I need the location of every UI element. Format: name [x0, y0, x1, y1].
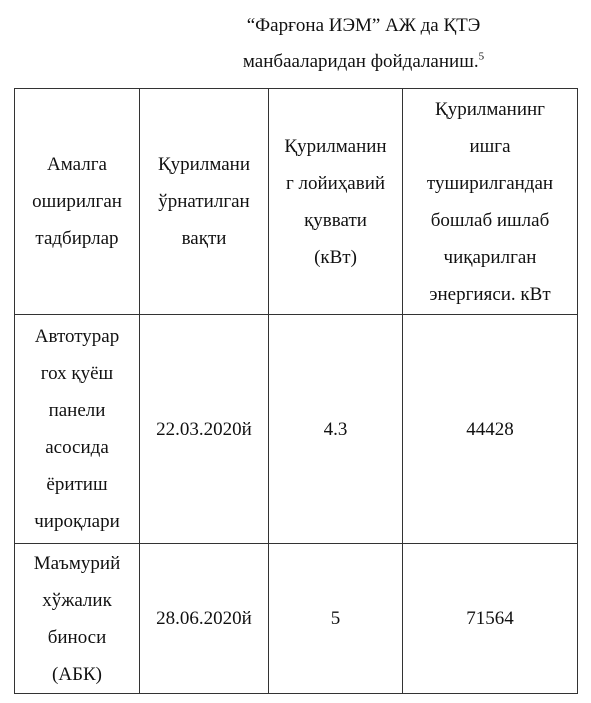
- event-text: панели: [48, 400, 106, 421]
- header-text: вақти: [181, 228, 227, 249]
- header-text: Амалга: [47, 154, 107, 175]
- header-text: Қурилмани: [158, 154, 250, 175]
- header-events: [15, 89, 140, 315]
- cell-event: [15, 315, 140, 544]
- header-energy-produced: [403, 89, 578, 315]
- event-text: (АБК): [52, 663, 102, 685]
- header-text: қуввати: [304, 209, 367, 231]
- cell-energy: 71564: [403, 544, 578, 694]
- event-text: гох қуёш: [40, 363, 114, 384]
- event-text: асосида: [45, 437, 109, 458]
- cell-capacity: 5: [269, 544, 403, 694]
- event-text: Автотурар: [34, 326, 120, 347]
- header-text: ишга: [469, 135, 511, 157]
- header-text: чиқарилган: [443, 246, 537, 268]
- cell-date: 28.06.2020й: [140, 544, 269, 694]
- table-row: [15, 544, 578, 694]
- header-text: Қурилманинг: [435, 98, 545, 120]
- header-text: тадбирлар: [35, 228, 119, 249]
- cell-date: 22.03.2020й: [140, 315, 269, 544]
- header-text: оширилган: [32, 191, 122, 212]
- table-row: [15, 315, 578, 544]
- event-text: Маъмурий: [33, 552, 121, 574]
- header-text: (кВт): [314, 246, 357, 268]
- data-table: [14, 88, 578, 694]
- footnote-mark: 5: [478, 50, 485, 63]
- cell-event: [15, 544, 140, 694]
- event-text: ёритиш: [46, 474, 108, 495]
- table-header-row: [15, 89, 578, 315]
- event-text: чироқлари: [34, 511, 120, 532]
- caption-line-1: “Фарғона ИЭМ” АЖ да ҚТЭ: [246, 15, 481, 36]
- event-text: хўжалик: [42, 589, 112, 611]
- header-text: энергияси. кВт: [429, 283, 551, 305]
- header-design-capacity: [269, 89, 403, 315]
- cell-energy: 44428: [403, 315, 578, 544]
- caption-line-2-text: манбааларидан фойдаланиш.: [242, 51, 479, 72]
- header-install-date: [140, 89, 269, 315]
- event-text: биноси: [47, 626, 107, 648]
- table-caption: [150, 8, 577, 80]
- header-text: бошлаб ишлаб: [430, 209, 550, 231]
- header-text: Қурилманин: [284, 135, 387, 157]
- caption-line-2: [150, 44, 577, 80]
- header-text: туширилгандан: [426, 172, 554, 194]
- header-text: ўрнатилган: [158, 191, 250, 212]
- cell-capacity: 4.3: [269, 315, 403, 544]
- header-text: г лойиҳавий: [285, 172, 386, 194]
